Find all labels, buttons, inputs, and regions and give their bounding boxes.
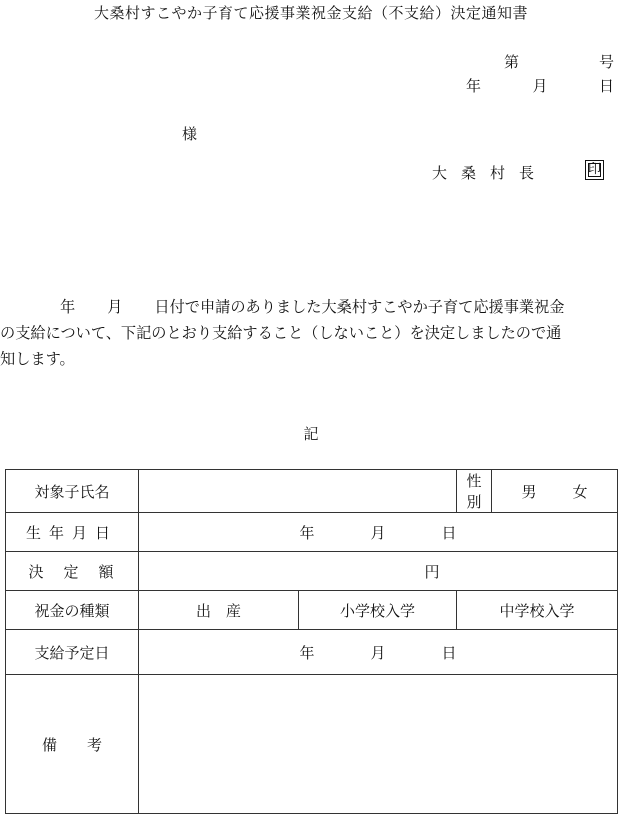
birth-month: 月 [370, 523, 386, 542]
issue-month: 月 [532, 77, 548, 95]
body-month: 月 [107, 298, 123, 316]
table-row [6, 675, 618, 814]
ki-heading: 記 [303, 425, 319, 443]
birth-field[interactable] [139, 513, 618, 552]
gender-options[interactable] [492, 470, 618, 513]
table-row [6, 552, 618, 591]
gender-label-text: 性 別 [466, 472, 497, 511]
type-option-junior-high[interactable]: 中学校入学 [457, 591, 618, 630]
issue-day: 日 [598, 77, 614, 95]
type-option-birth[interactable]: 出 産 [139, 591, 299, 630]
table-row [6, 470, 618, 513]
payment-date-field[interactable] [139, 630, 618, 675]
type-label: 祝金の種類 [6, 591, 139, 630]
type-option-elementary[interactable]: 小学校入学 [299, 591, 457, 630]
ref-go: 号 [598, 53, 614, 71]
body-line-1-rest: 日付で申請のありました大桑村すこやか子育て応援事業祝金 [154, 298, 565, 316]
body-line-1 [0, 294, 620, 320]
issue-year: 年 [466, 77, 482, 95]
seal-mark: 印 [585, 160, 604, 180]
gender-male[interactable]: 男 [521, 482, 537, 501]
body-line-2: の支給について、下記のとおり支給すること（しないこと）を決定しましたので通 [0, 324, 562, 342]
decision-table [5, 469, 618, 814]
birth-year: 年 [299, 523, 315, 542]
gender-label [457, 470, 497, 513]
payment-day: 日 [441, 643, 457, 662]
table-row [6, 630, 618, 675]
remarks-field[interactable] [139, 675, 618, 814]
remarks-label: 備 考 [6, 675, 139, 814]
issue-date [466, 75, 614, 96]
payment-year: 年 [299, 643, 315, 662]
body-line-3: 知します。 [0, 350, 75, 368]
amount-label: 決定額 [6, 552, 139, 591]
notice-body [0, 294, 620, 372]
addressee: 様 [182, 125, 198, 143]
reference-number [504, 51, 614, 72]
table-row [6, 513, 618, 552]
subject-name-label: 対象子氏名 [6, 470, 139, 513]
amount-unit: 円 [424, 562, 440, 581]
sender-name: 大桑村長 [432, 164, 549, 182]
payment-date-label: 支給予定日 [6, 630, 139, 675]
amount-field[interactable] [139, 552, 618, 591]
body-year: 年 [60, 298, 76, 316]
ref-dai: 第 [504, 53, 520, 71]
subject-name-field[interactable] [139, 470, 457, 513]
table-row [6, 591, 618, 630]
gender-female[interactable]: 女 [572, 482, 588, 501]
birth-day: 日 [441, 523, 457, 542]
payment-month: 月 [370, 643, 386, 662]
document-title: 大桑村すこやか子育て応援事業祝金支給（不支給）決定通知書 [93, 4, 528, 22]
birth-label: 生年月日 [6, 513, 139, 552]
